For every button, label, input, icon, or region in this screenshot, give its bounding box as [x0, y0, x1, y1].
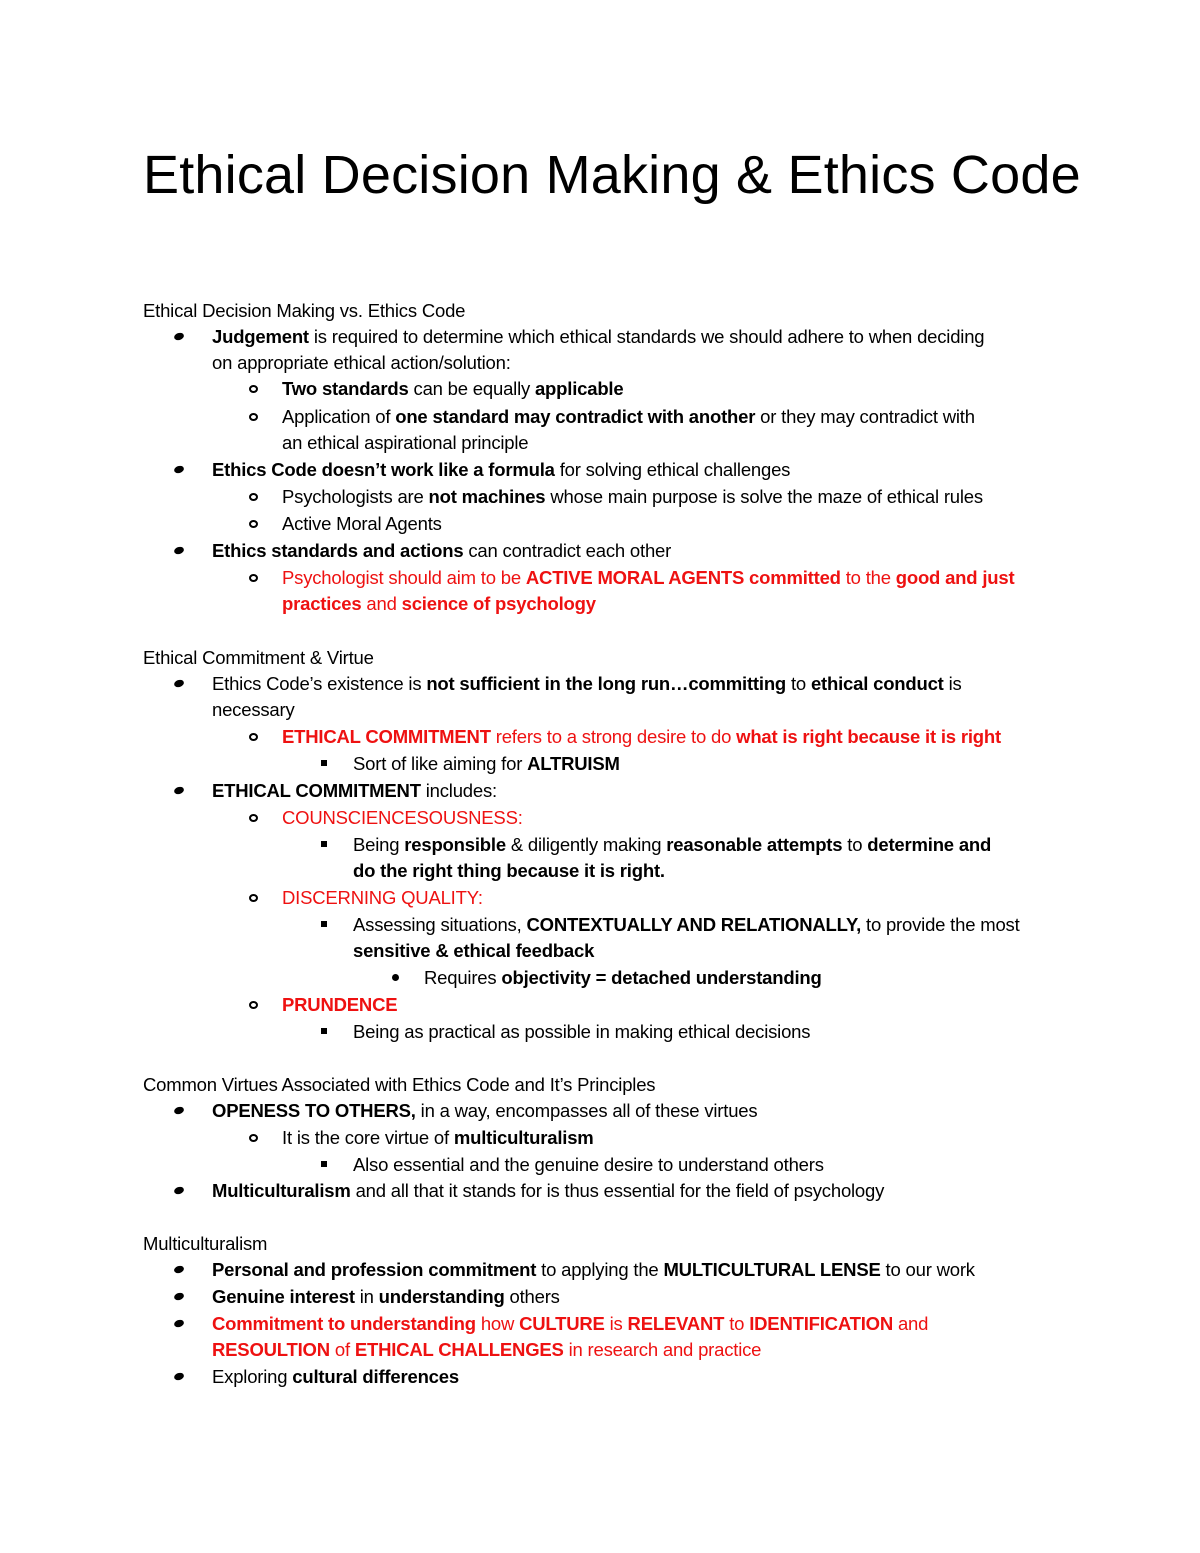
circle-bullet-icon [249, 493, 258, 501]
text-run: OPENESS TO OTHERS, [212, 1100, 416, 1121]
circle-bullet-icon [249, 814, 258, 822]
text-run: Active Moral Agents [282, 513, 442, 534]
text-run: Requires [424, 967, 502, 988]
list-item [212, 1311, 928, 1337]
list-item [282, 805, 523, 831]
text-run: others [504, 1286, 560, 1307]
text-run: not machines [428, 486, 546, 507]
list-item [282, 992, 397, 1018]
bullet-icon [173, 1186, 185, 1196]
text-run: Multiculturalism [212, 1180, 351, 1201]
list-item [353, 1019, 810, 1045]
sub-label: DISCERNING QUALITY: [282, 887, 483, 908]
text-run: ETHICAL COMMITMENT [282, 726, 491, 747]
square-bullet-icon [321, 841, 327, 847]
text-run: Application of [282, 406, 396, 427]
text-run: CULTURE [519, 1313, 605, 1334]
bullet-icon [173, 465, 185, 475]
list-item [212, 778, 497, 804]
text-run: in a way, encompasses all of these virtues [415, 1100, 758, 1121]
text-run: of [329, 1339, 355, 1360]
list-item-continuation: necessary [212, 699, 295, 720]
bullet-icon [173, 679, 185, 689]
text-run: on appropriate ethical action/solution: [212, 352, 511, 373]
text-run: MULTICULTURAL LENSE [663, 1259, 881, 1280]
text-run: Also essential and the genuine desire to understand others [353, 1154, 824, 1175]
text-run: Commitment to understanding [212, 1313, 476, 1334]
text-run: applicable [534, 378, 624, 399]
list-item [212, 1364, 459, 1390]
text-run: is [943, 673, 962, 694]
list-item [282, 484, 983, 510]
text-run: Ethics standards and actions [212, 540, 464, 561]
text-run: Psychologists are [282, 486, 429, 507]
text-run: Personal and profession commitment [212, 1259, 537, 1280]
text-run: refers to a strong desire to do [490, 726, 737, 747]
text-run: determine and [867, 834, 992, 855]
bullet-icon [173, 1106, 185, 1116]
text-run: one standard may contradict with another [395, 406, 756, 427]
text-run: to [842, 834, 868, 855]
text-run: and [361, 593, 402, 614]
text-run: is [604, 1313, 628, 1334]
bullet-icon [173, 1319, 185, 1329]
text-run: It is the core virtue of [282, 1127, 454, 1148]
bullet-icon [173, 786, 185, 796]
text-run: & diligently making [505, 834, 667, 855]
list-item [212, 671, 962, 697]
list-item [212, 324, 984, 350]
text-run: science of psychology [401, 593, 596, 614]
text-run: objectivity = detached understanding [501, 967, 822, 988]
text-run: ETHICAL COMMITMENT [212, 780, 421, 801]
text-run: understanding [378, 1286, 505, 1307]
list-item-continuation: sensitive & ethical feedback [353, 940, 595, 961]
text-run: good and just [895, 567, 1015, 588]
section-heading: Ethical Decision Making vs. Ethics Code [143, 300, 466, 321]
text-run: Psychologist should aim to be [282, 567, 526, 588]
text-run: includes: [420, 780, 497, 801]
text-run: RELEVANT [627, 1313, 725, 1334]
bullet-icon [173, 1292, 185, 1302]
text-run: and all that it stands for is thus essential for the field of psychology [350, 1180, 885, 1201]
list-item [282, 404, 975, 430]
text-run: Judgement [212, 326, 309, 347]
section-heading: Multiculturalism [143, 1233, 268, 1254]
list-item [212, 1284, 560, 1310]
text-run: in research and practice [563, 1339, 762, 1360]
text-run: whose main purpose is solve the maze of ethical rules [545, 486, 983, 507]
sub-label: COUNSCIENCESOUSNESS: [282, 807, 523, 828]
text-run: ethical conduct [810, 673, 944, 694]
text-run: Being [353, 834, 405, 855]
list-item [353, 912, 1020, 938]
circle-bullet-icon [249, 894, 258, 902]
text-run: practices [282, 593, 362, 614]
text-run: Ethics Code doesn’t work like a formula [212, 459, 555, 480]
text-run: ALTRUISM [527, 753, 620, 774]
text-run: is required to determine which ethical standards we should adhere to when deciding [308, 326, 985, 347]
section-heading: Ethical Commitment & Virtue [143, 647, 374, 668]
list-item [212, 1178, 884, 1204]
text-run: to applying the [536, 1259, 664, 1280]
list-item-continuation [282, 591, 596, 617]
text-run: to our work [880, 1259, 975, 1280]
list-item [353, 1152, 824, 1178]
text-run: to the [840, 567, 896, 588]
text-run: in [354, 1286, 379, 1307]
text-run: to provide the most [861, 914, 1020, 935]
list-item-continuation: an ethical aspirational principle [282, 432, 529, 453]
text-run: ACTIVE MORAL AGENTS committed [525, 567, 841, 588]
list-item [212, 538, 671, 564]
text-run: RESOULTION [212, 1339, 330, 1360]
list-item [282, 885, 483, 911]
list-item [282, 511, 442, 537]
text-run: Being as practical as possible in making ethical decisions [353, 1021, 811, 1042]
text-run: to [786, 673, 811, 694]
square-bullet-icon [321, 921, 327, 927]
text-run: responsible [404, 834, 506, 855]
text-run: what is right because it is right [736, 726, 1001, 747]
square-bullet-icon [321, 760, 327, 766]
text-run: Genuine interest [212, 1286, 355, 1307]
circle-bullet-icon [249, 413, 258, 421]
text-run: to [724, 1313, 750, 1334]
list-item-continuation [212, 1337, 761, 1363]
text-run: ETHICAL CHALLENGES [354, 1339, 564, 1360]
list-item [282, 724, 1001, 750]
list-item [282, 565, 1014, 591]
square-bullet-icon [321, 1161, 327, 1167]
text-run: can contradict each other [463, 540, 672, 561]
page-title: Ethical Decision Making & Ethics Code [143, 145, 1081, 205]
circle-bullet-icon [249, 385, 258, 393]
circle-bullet-icon [249, 520, 258, 528]
sub-label: PRUNDENCE [282, 994, 398, 1015]
text-run: IDENTIFICATION [749, 1313, 894, 1334]
text-run: Two standards [282, 378, 409, 399]
text-run: CONTEXTUALLY AND RELATIONALLY, [526, 914, 862, 935]
list-item [353, 832, 991, 858]
text-run: Exploring [212, 1366, 293, 1387]
bullet-icon [173, 332, 185, 342]
bullet-icon [173, 546, 185, 556]
circle-bullet-icon [249, 1134, 258, 1142]
text-run: cultural differences [292, 1366, 459, 1387]
list-item-continuation: do the right thing because it is right. [353, 860, 665, 881]
list-item [424, 965, 822, 991]
square-bullet-icon [321, 1028, 327, 1034]
text-run: and [893, 1313, 929, 1334]
list-item [212, 1098, 757, 1124]
circle-bullet-icon [249, 574, 258, 582]
bullet-icon [173, 1265, 185, 1275]
list-item [212, 457, 790, 483]
text-run: or they may contradict with [755, 406, 975, 427]
text-run: can be equally [408, 378, 535, 399]
section-heading: Common Virtues Associated with Ethics Code and It’s Principles [143, 1074, 656, 1095]
text-run: Assessing situations, [353, 914, 527, 935]
text-run: Ethics Code’s existence is [212, 673, 427, 694]
circle-bullet-icon [249, 733, 258, 741]
bullet-icon [173, 1372, 185, 1382]
text-run: reasonable attempts [666, 834, 843, 855]
text-run: Sort of like aiming for [353, 753, 528, 774]
text-run: multiculturalism [453, 1127, 594, 1148]
list-item [353, 751, 620, 777]
list-item [282, 376, 623, 402]
text-run: not sufficient in the long run…committing [426, 673, 787, 694]
circle-bullet-icon [249, 1001, 258, 1009]
list-item-continuation [212, 350, 511, 376]
list-item [282, 1125, 594, 1151]
text-run: how [475, 1313, 520, 1334]
text-run: for solving ethical challenges [554, 459, 791, 480]
list-item [212, 1257, 975, 1283]
dot-bullet-icon [392, 974, 399, 981]
